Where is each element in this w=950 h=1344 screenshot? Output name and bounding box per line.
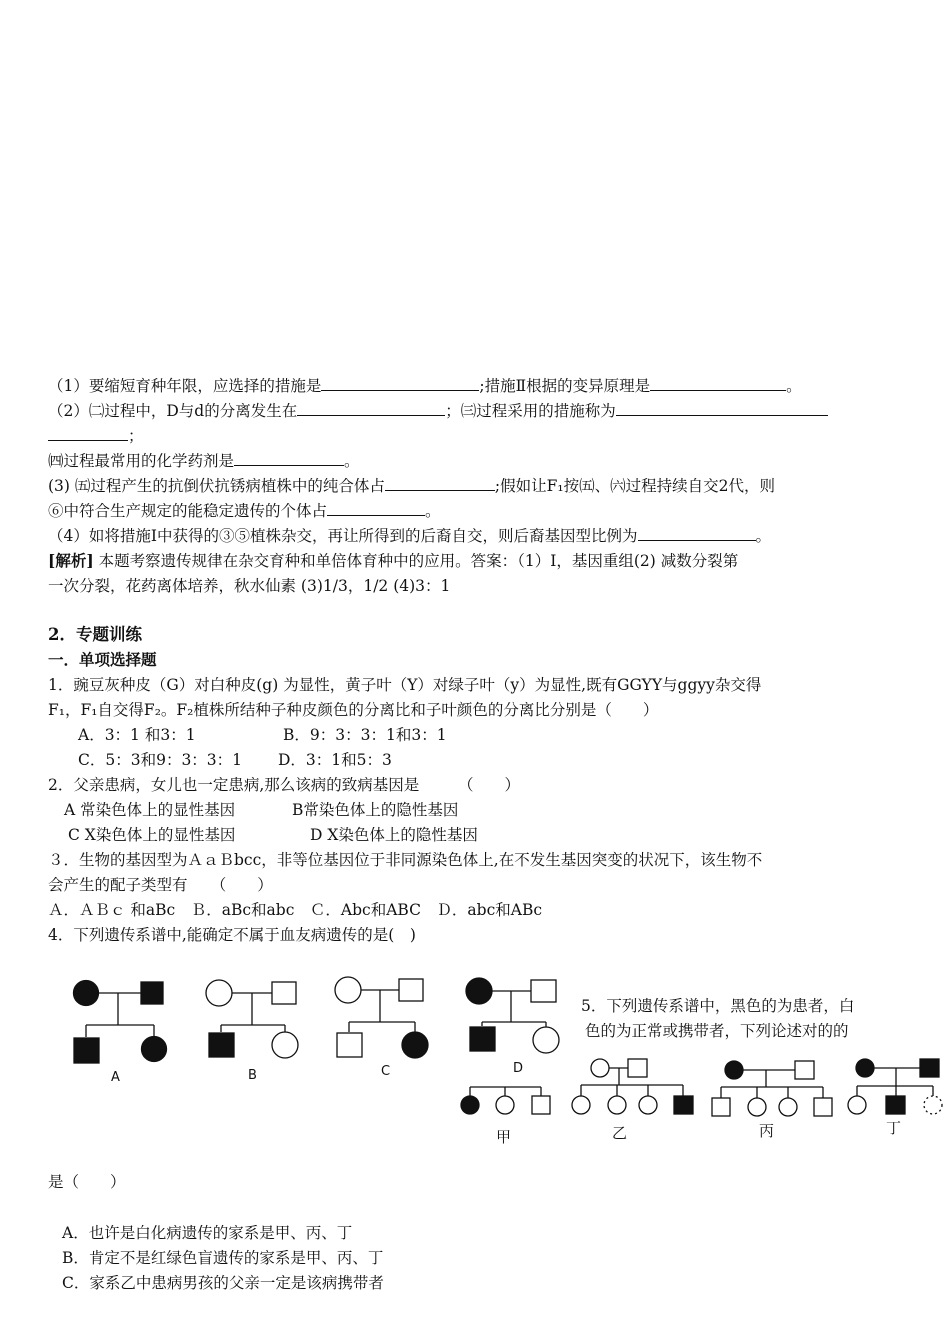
s2-q2-option-b[interactable]: B常染色体上的隐性基因: [292, 801, 459, 819]
s2-q1-option-c[interactable]: C．5：3和9：3：3：1: [78, 751, 243, 769]
normal-male: [795, 1061, 814, 1079]
affected-male: [141, 982, 163, 1004]
affected-female: [466, 978, 492, 1004]
pedigree-label-d: D: [513, 1061, 524, 1076]
normal-female: [572, 1096, 590, 1114]
pedigree-label-yi: 乙: [612, 1124, 628, 1142]
pedigree-label-bing: 丙: [759, 1122, 775, 1140]
normal-male: [814, 1098, 832, 1116]
q1-text-b: ;措施Ⅱ根据的变异原理是: [479, 377, 651, 395]
s2-q5-line-2: 色的为正常或携带者，下列论述对的的: [585, 1022, 849, 1040]
q3-end: 。: [425, 502, 441, 520]
affected-male: [209, 1033, 234, 1057]
normal-male: [712, 1098, 730, 1116]
affected-male: [74, 1038, 99, 1063]
q2d-end: 。: [344, 452, 360, 470]
s2-q5-line: 5．下列遗传系谱中，黑色的为患者，白: [581, 997, 855, 1015]
normal-male: [531, 980, 556, 1002]
q1-end: 。: [786, 377, 802, 395]
q1-text: （1）要缩短育种年限，应选择的措施是: [48, 377, 322, 395]
normal-male: [272, 982, 296, 1004]
s2-q2-line: 2．父亲患病，女儿也一定患病,那么该病的致病基因是 （ ）: [48, 776, 521, 794]
s2-q5-option-b[interactable]: B．肯定不是红绿色盲遗传的家系是甲、丙、丁: [62, 1249, 384, 1267]
normal-male: [337, 1033, 362, 1057]
normal-male: [628, 1059, 647, 1077]
pedigree-label-ding: 丁: [886, 1119, 902, 1137]
normal-female: [272, 1032, 298, 1058]
s2-q5-option-a[interactable]: A．也许是白化病遗传的家系是甲、丙、丁: [62, 1224, 353, 1242]
normal-female: [608, 1096, 626, 1114]
s2-q4-line: 4．下列遗传系谱中,能确定不属于血友病遗传的是( ): [48, 926, 416, 944]
normal-female: [639, 1096, 657, 1114]
affected-female: [461, 1096, 479, 1114]
affected-female: [725, 1061, 743, 1079]
s2-q3-line: ３．生物的基因型为ＡａＢbcc，非等位基因位于非同源染色体上,在不发生基因突变的状况下，该生物不: [48, 851, 763, 869]
analysis-tag: [解析]: [48, 551, 94, 570]
affected-female: [856, 1059, 874, 1077]
affected-male: [470, 1027, 495, 1051]
q4-end: 。: [755, 527, 772, 545]
s2-q1-line: 1．豌豆灰种皮（G）对白种皮(g) 为显性，黄子叶（Y）对绿子叶（y）为显性,既有GGYY与ggyy杂交得: [48, 676, 762, 694]
q3-text-b: ;假如让F₁按㈤、㈥过程持续自交2代，则: [494, 477, 775, 495]
affected-male: [920, 1059, 939, 1077]
s2-q1-line-2: F₁，F₁自交得F₂。F₂植株所结种子种皮颜色的分离比和子叶颜色的分离比分别是（ ）: [48, 701, 659, 719]
normal-female: [533, 1027, 559, 1053]
pedigree-label-b: B: [248, 1068, 257, 1083]
s2-q2-option-a[interactable]: A 常染色体上的显性基因: [64, 801, 236, 819]
section-subtitle: 一．单项选择题: [48, 650, 157, 669]
normal-female: [779, 1098, 797, 1116]
q2-semicolon: ；: [128, 427, 144, 445]
s2-q2-option-d[interactable]: D X染色体上的隐性基因: [310, 826, 478, 844]
s2-q3-line-2: 会产生的配子类型有 （ ）: [48, 876, 273, 894]
q2-text-b: ；㈢过程采用的措施称为: [445, 402, 616, 420]
q3-text: (3) ㈤过程产生的抗倒伏抗锈病植株中的纯合体占: [48, 477, 385, 495]
affected-female: [402, 1032, 428, 1058]
s2-q5-line-3: 是（ ）: [48, 1173, 126, 1191]
q3-text-c: ⑥中符合生产规定的能稳定遗传的个体占: [48, 502, 328, 520]
normal-female: [924, 1096, 942, 1114]
pedigree-label-c: C: [381, 1064, 391, 1079]
affected-female: [74, 981, 99, 1006]
s2-q1-option-b[interactable]: B．9：3：3：1和3：1: [283, 726, 447, 744]
q4-text: （4）如将措施Ⅰ中获得的③⑤植株杂交，再让所得到的后裔自交，则后裔基因型比例为: [48, 527, 638, 545]
pedigree-label-a: A: [111, 1070, 120, 1085]
normal-female: [748, 1098, 766, 1116]
pedigree-label-jia: 甲: [496, 1128, 512, 1146]
affected-male: [886, 1096, 905, 1114]
normal-female: [591, 1059, 609, 1077]
normal-female: [496, 1096, 514, 1114]
q2-text: （2）㈡过程中，D与d的分离发生在: [48, 402, 298, 420]
affected-female: [142, 1037, 167, 1062]
normal-female: [206, 980, 232, 1006]
s2-q1-option-d[interactable]: D．3：1和5：3: [278, 751, 392, 769]
normal-male: [532, 1096, 550, 1114]
s2-q2-option-c[interactable]: C X染色体上的显性基因: [68, 826, 236, 844]
s2-q1-option-a[interactable]: A．3：1 和3：1: [78, 726, 196, 744]
s2-q3-options[interactable]: Ａ．ＡＢｃ 和aBc Ｂ．aBc和abc Ｃ．Abc和ABC Ｄ．abc和ABc: [48, 901, 543, 919]
analysis-text-2: 一次分裂，花药离体培养，秋水仙素 (3)1/3，1/2 (4)3：1: [48, 577, 451, 595]
normal-female: [848, 1096, 866, 1114]
normal-male: [399, 979, 423, 1001]
affected-male: [674, 1096, 693, 1114]
analysis-text: 本题考察遗传规律在杂交育种和单倍体育种中的应用。答案：（1）Ⅰ，基因重组(2) 减数分裂第: [93, 552, 739, 570]
s2-q5-option-c[interactable]: C．家系乙中患病男孩的父亲一定是该病携带者: [62, 1274, 384, 1292]
section-title: 2．专题训练: [48, 625, 142, 644]
normal-female: [335, 977, 361, 1003]
q2d-text: ㈣过程最常用的化学药剂是: [48, 452, 235, 470]
